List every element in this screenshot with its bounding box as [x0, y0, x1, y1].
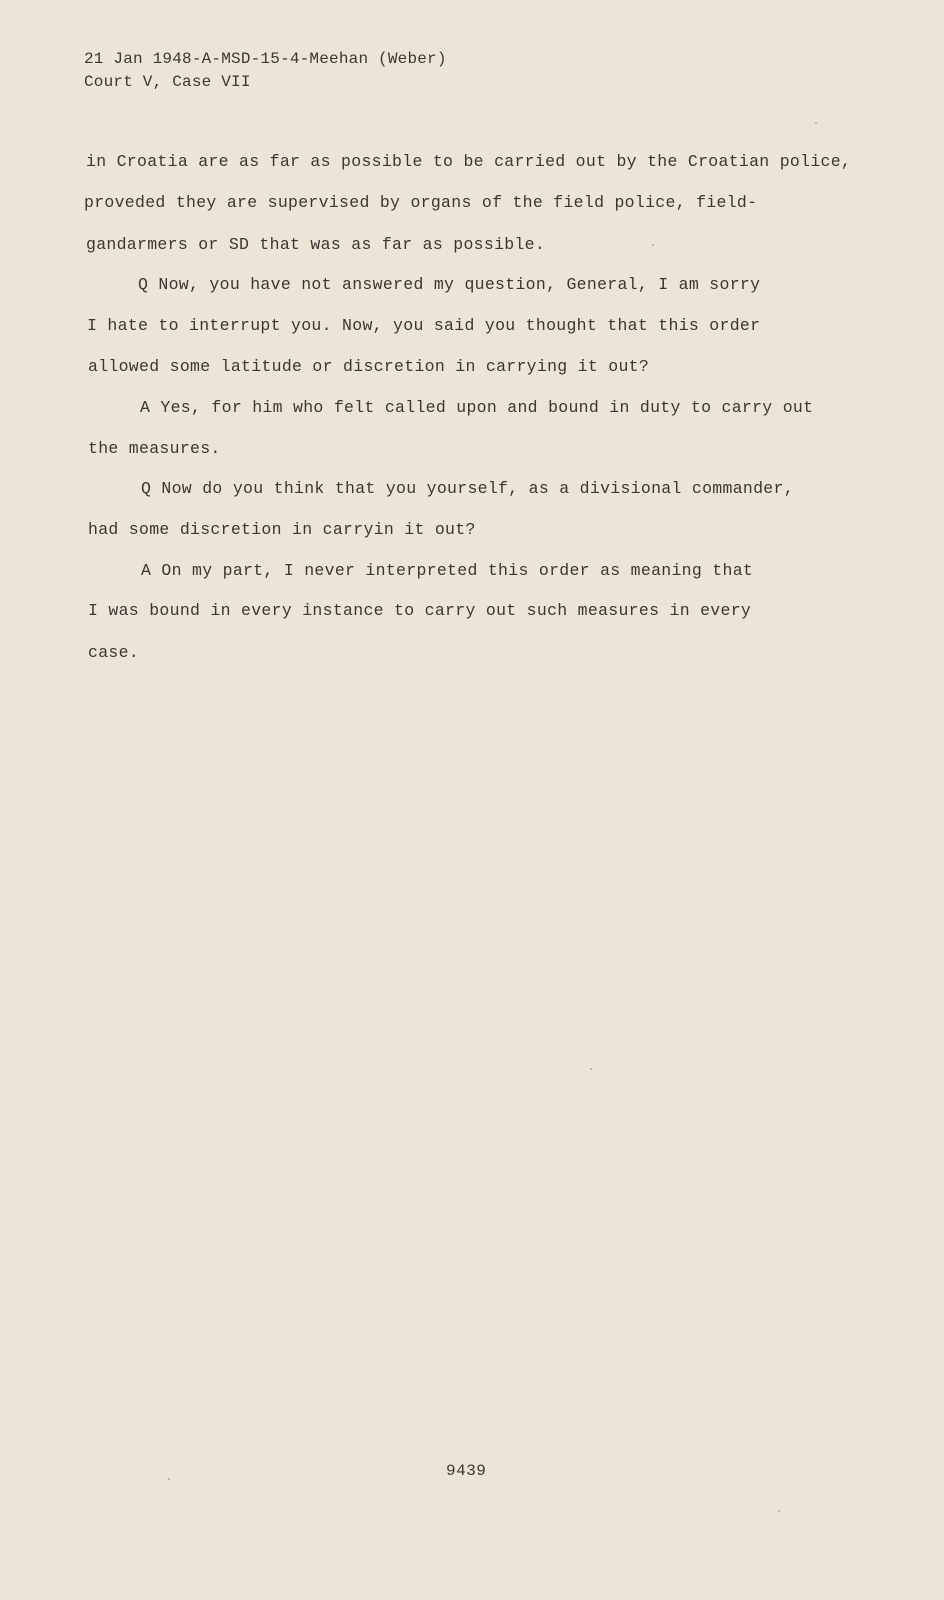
transcript-line-question: Q Now do you think that you yourself, as a divisional commander,: [141, 479, 794, 498]
transcript-line: had some discretion in carryin it out?: [88, 520, 476, 539]
paper-speck: [590, 1068, 592, 1070]
paper-speck: [815, 122, 817, 124]
transcript-line: I was bound in every instance to carry out such measures in every: [88, 601, 752, 620]
transcript-line-question: Q Now, you have not answered my question, General, I am sorry: [138, 275, 761, 294]
header-line-date-reference: 21 Jan 1948-A-MSD-15-4-Meehan (Weber): [84, 50, 447, 68]
transcript-line-answer: A Yes, for him who felt called upon and bound in duty to carry out: [140, 398, 814, 417]
transcript-line: I hate to interrupt you. Now, you said you thought that this order: [87, 316, 761, 335]
transcript-line: proveded they are supervised by organs of the field police, field-: [84, 193, 758, 212]
header-line-court-case: Court V, Case VII: [84, 73, 251, 91]
transcript-line: the measures.: [88, 439, 221, 458]
transcript-line: in Croatia are as far as possible to be carried out by the Croatian police,: [86, 152, 852, 171]
document-header: [84, 48, 447, 94]
transcript-line: gandarmers or SD that was as far as possible.: [86, 235, 546, 254]
transcript-line: case.: [88, 643, 140, 662]
page-number: 9439: [446, 1462, 487, 1480]
paper-speck: [652, 244, 654, 246]
transcript-line: allowed some latitude or discretion in carrying it out?: [88, 357, 650, 376]
transcript-line-answer: A On my part, I never interpreted this order as meaning that: [141, 561, 754, 580]
paper-speck: [778, 1510, 780, 1512]
paper-speck: [168, 1478, 170, 1480]
